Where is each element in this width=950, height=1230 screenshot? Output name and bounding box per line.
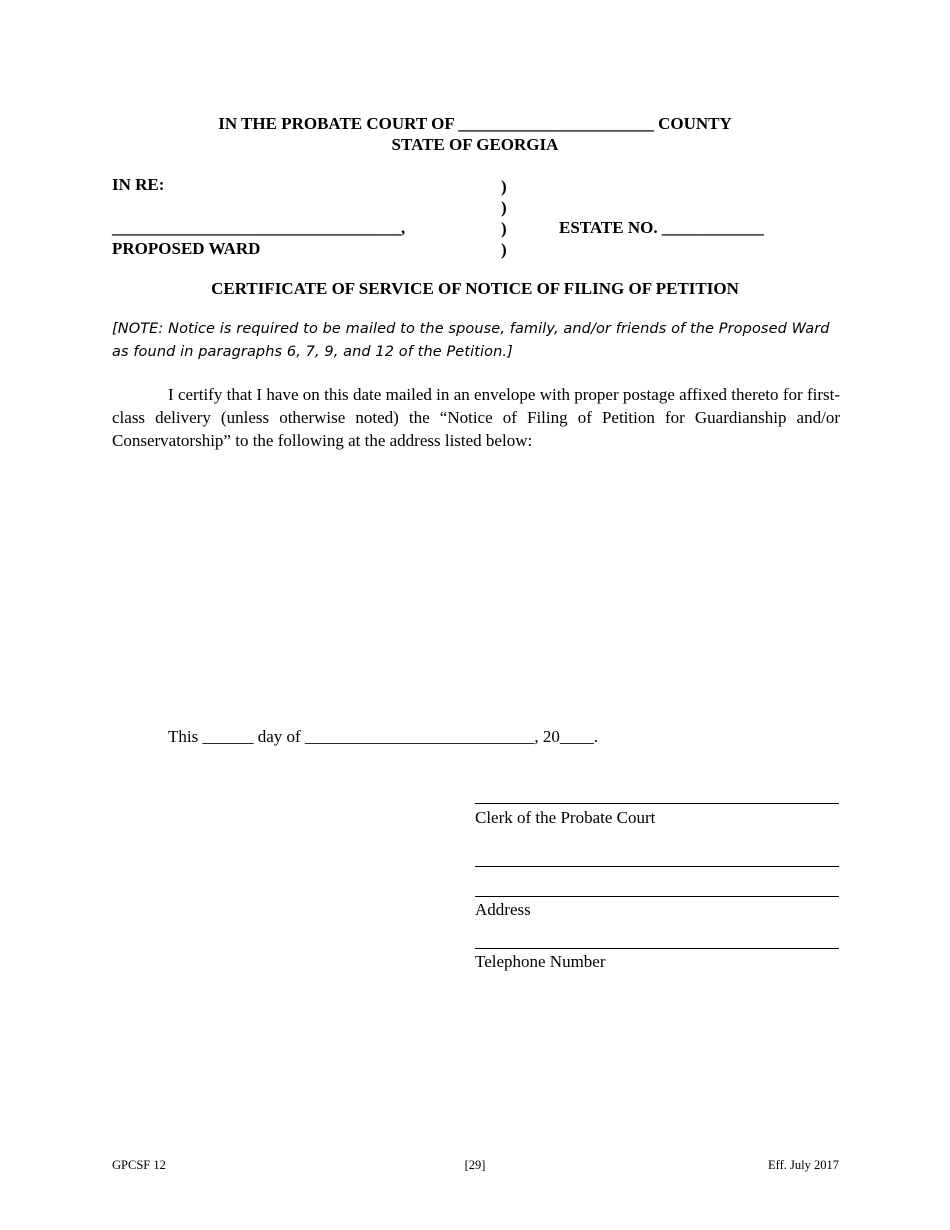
note-line-2: as found in paragraphs 6, 7, 9, and 12 of the Petition.]: [112, 344, 513, 360]
note-line-1: [NOTE: Notice is required to be mailed to the spouse, family, and/or friends of the Proposed Ward: [112, 321, 830, 337]
estate-number-field: ESTATE NO. ____________: [559, 218, 764, 237]
telephone-label: Telephone Number: [475, 952, 606, 971]
telephone-line: [475, 948, 839, 949]
certification-paragraph: I certify that I have on this date mailed in an envelope with proper postage affixed thereto for first-class delivery (unless otherwise noted) the “Notice of Filing of Petition for Guardianship and/or Conservatorship” to the following at the address listed below:: [112, 385, 840, 450]
address-line-2: [475, 896, 839, 897]
address-line-1: [475, 866, 839, 867]
court-heading: IN THE PROBATE COURT OF _______________________ COUNTY: [218, 114, 732, 133]
form-id: GPCSF 12: [112, 1158, 166, 1172]
caption-paren-4: ): [501, 240, 507, 259]
ward-name-line: __________________________________,: [112, 218, 406, 237]
clerk-label: Clerk of the Probate Court: [475, 808, 656, 827]
address-label: Address: [475, 900, 531, 919]
page-number: [29]: [464, 1158, 486, 1172]
clerk-signature-line: [475, 803, 839, 804]
caption-paren-3: ): [501, 219, 507, 238]
caption-paren-1: ): [501, 177, 507, 196]
state-heading: STATE OF GEORGIA: [391, 135, 559, 154]
date-line: This ______ day of ___________________________, 20____.: [168, 727, 599, 746]
caption-paren-2: ): [501, 198, 507, 217]
in-re-label: IN RE:: [112, 175, 165, 194]
document-title: CERTIFICATE OF SERVICE OF NOTICE OF FILING OF PETITION: [211, 279, 739, 298]
effective-date: Eff. July 2017: [768, 1158, 839, 1172]
proposed-ward-label: PROPOSED WARD: [112, 239, 261, 258]
